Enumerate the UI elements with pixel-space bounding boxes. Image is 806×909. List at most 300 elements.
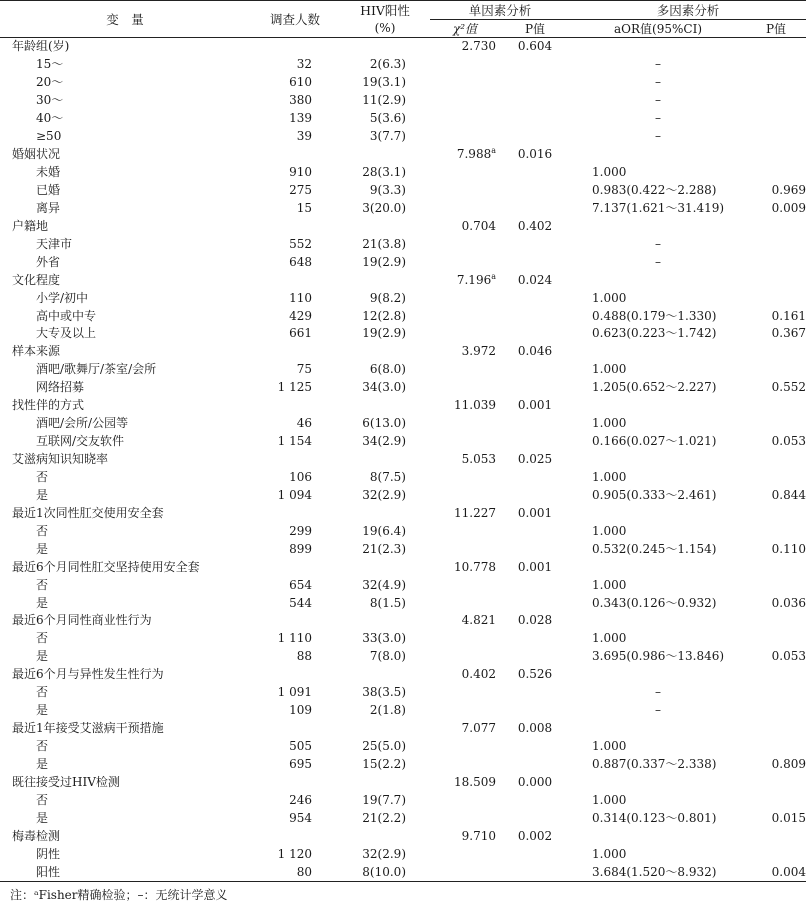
category-label: 15～ [36, 57, 64, 72]
surveyed-count: 299 [289, 523, 312, 538]
table-row [0, 199, 806, 217]
p-value-cell [500, 576, 570, 594]
hiv-cell [340, 146, 430, 164]
header-univariate: 单因素分析 [430, 1, 570, 20]
surveyed-count: 695 [289, 756, 312, 771]
surveyed-count: 32 [296, 57, 312, 72]
p-value-multivariate-cell [746, 397, 806, 415]
surveyed-count: 1 120 [277, 846, 312, 861]
surveyed-count: 1 091 [277, 685, 312, 700]
hiv-positive-count: 15(2.2) [362, 756, 406, 771]
hiv-positive-count: 9(3.3) [369, 182, 406, 197]
p-value-multivariate: 0.015 [771, 810, 806, 825]
hiv-positive-count: 25(5.0) [362, 739, 406, 754]
category-label: 是 [36, 541, 49, 556]
table-row [0, 791, 806, 809]
table-row [0, 630, 806, 648]
aor-value: 1.000 [592, 290, 627, 305]
category-label: 是 [36, 595, 49, 610]
p-value-cell: 0.001 [517, 398, 553, 413]
chi-square-cell [430, 289, 500, 307]
chi-square-value: 9.710 [461, 828, 496, 843]
p-value-multivariate [746, 415, 806, 433]
p-value-multivariate-cell [746, 504, 806, 522]
p-value-cell [500, 648, 570, 666]
group-row [0, 612, 806, 630]
chi-square-cell [430, 199, 500, 217]
hiv-cell [340, 397, 430, 415]
surveyed-count: 80 [250, 863, 340, 881]
group-label: 艾滋病知识知晓率 [12, 452, 109, 467]
table-row [0, 522, 806, 540]
p-value-multivariate [746, 289, 806, 307]
aor-value: 3.695(0.986～13.846) [592, 649, 725, 664]
chi-square-cell [430, 827, 500, 845]
table-row [0, 702, 806, 720]
p-value-cell: 0.002 [517, 828, 553, 843]
table-row [0, 361, 806, 379]
category-label: ≥50 [36, 129, 62, 144]
surveyed-count: 954 [289, 810, 312, 825]
chi-square-cell [430, 343, 500, 361]
chi-square-cell [430, 92, 500, 110]
table-row [0, 756, 806, 774]
p-value-cell [500, 92, 570, 110]
chi-square-cell [430, 540, 500, 558]
p-value-cell [500, 235, 570, 253]
hiv-cell [340, 612, 430, 630]
category-label: 否 [36, 739, 49, 754]
aor-value: 1.205(0.652～2.227) [592, 380, 717, 395]
header-p-value-multivariate: P值 [746, 20, 806, 38]
p-value-cell: 0.008 [517, 721, 553, 736]
chi-square-cell [430, 307, 500, 325]
header-hiv-positive: HIV阳性 [340, 1, 430, 20]
hiv-positive-count: 8(7.5) [369, 469, 406, 484]
header-variable: 变 量 [0, 1, 250, 38]
p-value-multivariate: 0.053 [771, 649, 806, 664]
group-label: 文化程度 [12, 272, 61, 287]
p-value-multivariate [746, 164, 806, 182]
hiv-positive-count: 32(2.9) [362, 487, 406, 502]
chi-square-value: 7.196 [456, 272, 492, 287]
chi-square-cell [430, 217, 500, 235]
table-row [0, 164, 806, 182]
chi-square-cell [430, 522, 500, 540]
group-row [0, 558, 806, 576]
hiv-positive-count: 34(3.0) [362, 380, 406, 395]
chi-square-cell [430, 164, 500, 182]
p-value-cell: 0.526 [517, 667, 553, 682]
p-value-multivariate-cell [746, 217, 806, 235]
p-value-multivariate-cell [746, 720, 806, 738]
surveyed-cell [250, 504, 340, 522]
table-row [0, 433, 806, 451]
category-label: 大专及以上 [36, 326, 97, 341]
hiv-positive-count: 32(2.9) [362, 846, 406, 861]
table-row [0, 56, 806, 74]
p-value-cell: 0.001 [517, 559, 553, 574]
aor-value: 1.000 [592, 469, 627, 484]
p-value-multivariate: 0.036 [771, 595, 806, 610]
p-value-multivariate: 0.053 [771, 434, 806, 449]
aor-value: – [655, 129, 662, 144]
aor-cell [570, 343, 746, 361]
p-value-multivariate [746, 92, 806, 110]
category-label: 未婚 [36, 165, 61, 180]
table-row [0, 253, 806, 271]
p-value-multivariate-cell [746, 38, 806, 56]
group-row [0, 217, 806, 235]
surveyed-cell [250, 271, 340, 289]
category-label: 40～ [36, 111, 64, 126]
chi-square-cell [430, 433, 500, 451]
p-value-multivariate: 0.004 [746, 863, 806, 881]
surveyed-count: 610 [289, 75, 312, 90]
group-row [0, 271, 806, 289]
group-label: 最近6个月与异性发生性行为 [12, 667, 164, 682]
p-value-cell [500, 863, 570, 881]
aor-value: 0.983(0.422～2.288) [592, 182, 717, 197]
p-value-cell [500, 128, 570, 146]
p-value-multivariate-cell [746, 773, 806, 791]
aor-cell [570, 38, 746, 56]
p-value-multivariate [746, 128, 806, 146]
p-value-cell: 0.046 [517, 344, 553, 359]
surveyed-cell [250, 451, 340, 469]
chi-square-cell [430, 379, 500, 397]
p-value-multivariate: 0.552 [771, 380, 806, 395]
header-hiv-percent: (%) [340, 20, 430, 38]
chi-square-value: 0.704 [461, 218, 496, 233]
chi-square-cell [430, 128, 500, 146]
group-row [0, 343, 806, 361]
p-value-multivariate: 0.009 [771, 200, 806, 215]
hiv-positive-count: 21(2.2) [362, 810, 406, 825]
hiv-positive-count: 8(10.0) [340, 863, 430, 881]
aor-value: 0.905(0.333～2.461) [592, 487, 717, 502]
category-label: 酒吧/歌舞厅/茶室/会所 [36, 362, 157, 377]
p-value-multivariate [746, 702, 806, 720]
p-value-multivariate: 0.809 [771, 756, 806, 771]
chi-square-value: 10.778 [454, 559, 496, 574]
chi-square-cell [430, 756, 500, 774]
p-value-cell [500, 56, 570, 74]
surveyed-count: 552 [289, 236, 312, 251]
group-label: 最近1次同性肛交使用安全套 [12, 505, 164, 520]
p-value-multivariate: 0.161 [771, 308, 806, 323]
fisher-marker: a [491, 271, 496, 281]
hiv-positive-count: 3(7.7) [369, 129, 406, 144]
table-row [0, 235, 806, 253]
chi-square-cell [430, 738, 500, 756]
chi-square-cell [430, 612, 500, 630]
surveyed-count: 661 [289, 326, 312, 341]
p-value-multivariate [746, 110, 806, 128]
group-row [0, 773, 806, 791]
hiv-positive-count: 28(3.1) [362, 165, 406, 180]
table-footnote: 注：ᵃFisher精确检验；–：无统计学意义 [10, 888, 228, 903]
category-label: 高中或中专 [36, 308, 97, 323]
p-value-cell: 0.604 [517, 39, 553, 54]
group-label: 最近6个月同性商业性行为 [12, 613, 152, 628]
hiv-cell [340, 271, 430, 289]
category-label: 网络招募 [36, 380, 85, 395]
surveyed-cell [250, 397, 340, 415]
category-label: 天津市 [36, 236, 73, 251]
chi-square-cell [430, 253, 500, 271]
surveyed-cell [250, 343, 340, 361]
surveyed-cell [250, 38, 340, 56]
p-value-multivariate [746, 522, 806, 540]
hiv-cell [340, 558, 430, 576]
p-value-cell [500, 289, 570, 307]
aor-value: – [655, 254, 662, 269]
aor-value: – [655, 111, 662, 126]
table-row [0, 469, 806, 487]
aor-value: 1.000 [592, 165, 627, 180]
header-aor: aOR值(95%CI) [570, 20, 746, 38]
aor-value: 0.488(0.179～1.330) [592, 308, 717, 323]
p-value-multivariate-cell [746, 451, 806, 469]
chi-square-cell [430, 38, 500, 56]
category-label: 是 [36, 756, 49, 771]
hiv-cell [340, 827, 430, 845]
chi-square-cell [430, 469, 500, 487]
p-value-multivariate-cell [746, 146, 806, 164]
aor-value: – [655, 703, 662, 718]
aor-value: – [655, 93, 662, 108]
chi-square-value: 7.077 [461, 721, 496, 736]
p-value-multivariate [746, 845, 806, 863]
chi-square-cell [430, 845, 500, 863]
p-value-multivariate: 0.969 [771, 182, 806, 197]
category-label: 30～ [36, 93, 64, 108]
hiv-positive-count: 19(2.9) [362, 326, 406, 341]
p-value-cell [500, 325, 570, 343]
hiv-cell [340, 451, 430, 469]
table-row [0, 576, 806, 594]
p-value-multivariate [746, 253, 806, 271]
category-label: 否 [36, 523, 49, 538]
aor-value: – [655, 57, 662, 72]
p-value-multivariate [746, 684, 806, 702]
p-value-cell [500, 379, 570, 397]
p-value-cell [500, 630, 570, 648]
aor-cell [570, 773, 746, 791]
p-value-multivariate: 0.367 [771, 326, 806, 341]
p-value-cell [500, 486, 570, 504]
p-value-multivariate [746, 630, 806, 648]
p-value-cell [500, 253, 570, 271]
group-row [0, 504, 806, 522]
p-value-multivariate-cell [746, 666, 806, 684]
aor-cell [570, 558, 746, 576]
surveyed-count: 106 [289, 469, 312, 484]
surveyed-count: 139 [289, 111, 312, 126]
p-value-cell [500, 702, 570, 720]
aor-cell [570, 504, 746, 522]
chi-square-value: 2.730 [461, 39, 496, 54]
hiv-cell [340, 343, 430, 361]
p-value-multivariate [746, 74, 806, 92]
category-label: 否 [36, 631, 49, 646]
category-label: 互联网/交友软件 [36, 434, 125, 449]
category-label: 外省 [36, 254, 61, 269]
category-label: 已婚 [36, 182, 61, 197]
chi-square-value: 18.509 [454, 774, 496, 789]
surveyed-cell [250, 666, 340, 684]
table-row [0, 92, 806, 110]
header-surveyed: 调查人数 [250, 1, 340, 38]
hiv-positive-count: 21(3.8) [362, 236, 406, 251]
category-label: 20～ [36, 75, 64, 90]
surveyed-count: 275 [289, 182, 312, 197]
category-label: 是 [36, 649, 49, 664]
p-value-multivariate [746, 576, 806, 594]
p-value-multivariate: 0.110 [771, 541, 806, 556]
aor-value: – [655, 685, 662, 700]
chi-square-cell [430, 791, 500, 809]
surveyed-cell [250, 217, 340, 235]
aor-value: 0.314(0.123～0.801) [592, 810, 717, 825]
p-value-cell [500, 756, 570, 774]
category-label: 否 [36, 685, 49, 700]
aor-value: 0.343(0.126～0.932) [592, 595, 717, 610]
hiv-positive-count: 19(3.1) [362, 75, 406, 90]
hiv-cell [340, 666, 430, 684]
chi-square-value: 11.227 [454, 505, 496, 520]
hiv-positive-count: 21(2.3) [362, 541, 406, 556]
chi-square-cell [430, 56, 500, 74]
p-value-cell: 0.402 [517, 218, 553, 233]
chi-square-cell [430, 666, 500, 684]
surveyed-cell [250, 720, 340, 738]
p-value-cell [500, 164, 570, 182]
chi-square-cell [430, 361, 500, 379]
aor-value: 0.623(0.223～1.742) [592, 326, 717, 341]
hiv-positive-count: 12(2.8) [362, 308, 406, 323]
category-label: 是 [36, 487, 49, 502]
surveyed-count: 246 [289, 792, 312, 807]
fisher-marker: a [491, 146, 496, 156]
chi-square-cell [430, 110, 500, 128]
header-multivariate: 多因素分析 [570, 1, 806, 20]
table-row [0, 74, 806, 92]
group-row [0, 827, 806, 845]
aor-value: 1.000 [592, 416, 627, 431]
group-label: 既往接受过HIV检测 [12, 774, 120, 789]
p-value-cell [500, 307, 570, 325]
chi-square-cell [430, 325, 500, 343]
chi-square-cell [430, 397, 500, 415]
p-value-multivariate-cell [746, 612, 806, 630]
group-label: 梅毒检测 [12, 828, 61, 843]
group-label: 户籍地 [12, 218, 49, 233]
hiv-positive-count: 8(1.5) [369, 595, 406, 610]
chi-square-value: 11.039 [454, 398, 496, 413]
table-header [0, 1, 806, 38]
hiv-positive-count: 33(3.0) [362, 631, 406, 646]
aor-value: 1.000 [592, 631, 627, 646]
aor-cell [570, 666, 746, 684]
chi-square-cell [430, 451, 500, 469]
aor-value: 1.000 [592, 792, 627, 807]
p-value-cell [500, 199, 570, 217]
table-row [0, 738, 806, 756]
group-row [0, 146, 806, 164]
p-value-multivariate: 0.844 [771, 487, 806, 502]
hiv-cell [340, 720, 430, 738]
chi-square-cell [430, 773, 500, 791]
hiv-cell [340, 504, 430, 522]
p-value-cell: 0.024 [517, 272, 553, 287]
table-row [0, 289, 806, 307]
chi-square-value: 0.402 [461, 667, 496, 682]
group-row [0, 720, 806, 738]
table-row [0, 648, 806, 666]
chi-square-cell [430, 684, 500, 702]
chi-square-cell [430, 648, 500, 666]
table-row [0, 863, 806, 881]
p-value-cell [500, 110, 570, 128]
surveyed-count: 1 094 [277, 487, 312, 502]
aor-cell [570, 397, 746, 415]
surveyed-cell [250, 558, 340, 576]
p-value-cell [500, 182, 570, 200]
chi-square-cell [430, 182, 500, 200]
aor-value: 1.000 [592, 577, 627, 592]
p-value-multivariate [746, 791, 806, 809]
surveyed-count: 899 [289, 541, 312, 556]
chi-square-cell [430, 74, 500, 92]
table-body [0, 38, 806, 882]
p-value-multivariate-cell [746, 343, 806, 361]
hiv-cell [340, 217, 430, 235]
p-value-multivariate [746, 469, 806, 487]
p-value-cell [500, 594, 570, 612]
category-label: 否 [36, 469, 49, 484]
table-row [0, 809, 806, 827]
chi-square-cell [430, 576, 500, 594]
aor-value: 1.000 [592, 362, 627, 377]
surveyed-count: 46 [296, 416, 312, 431]
surveyed-count: 88 [296, 649, 312, 664]
surveyed-count: 109 [289, 703, 312, 718]
aor-value: 1.000 [592, 523, 627, 538]
p-value-cell [500, 415, 570, 433]
hiv-positive-count: 19(6.4) [362, 523, 406, 538]
surveyed-count: 429 [289, 308, 312, 323]
hiv-positive-count: 6(13.0) [362, 416, 406, 431]
surveyed-count: 654 [289, 577, 312, 592]
table-row [0, 594, 806, 612]
chi-square-value: 5.053 [461, 452, 496, 467]
hiv-positive-count: 2(6.3) [369, 57, 406, 72]
p-value-multivariate [746, 56, 806, 74]
category-label: 离异 [36, 200, 61, 215]
p-value-cell [500, 361, 570, 379]
hiv-positive-count: 32(4.9) [362, 577, 406, 592]
hiv-cell [340, 38, 430, 56]
chi-square-cell [430, 558, 500, 576]
category-label: 是 [36, 810, 49, 825]
category-label: 小学/初中 [36, 290, 89, 305]
aor-value: 7.137(1.621～31.419) [592, 200, 725, 215]
group-label: 最近1年接受艾滋病干预措施 [12, 721, 164, 736]
chi-square-cell [430, 594, 500, 612]
table-row [0, 182, 806, 200]
